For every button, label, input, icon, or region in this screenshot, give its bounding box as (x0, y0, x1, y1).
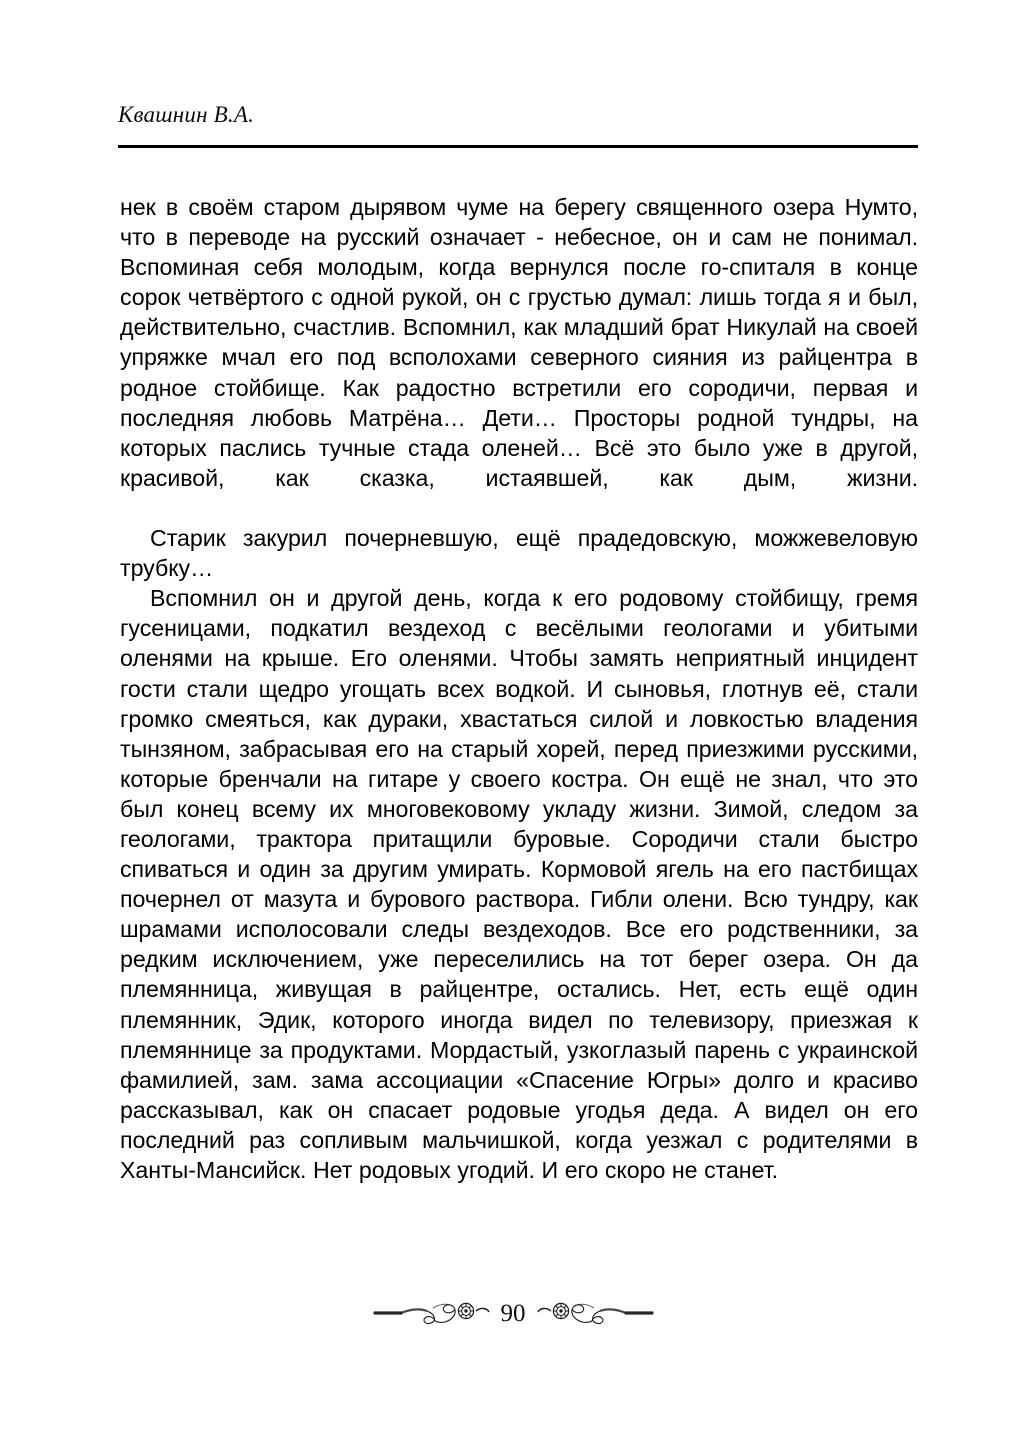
running-head (118, 100, 918, 130)
running-head-author: Квашнин В.А. (118, 102, 255, 127)
floral-flourish-ornament-left (371, 1296, 491, 1330)
rosette-icon (458, 1303, 473, 1318)
page-footer (0, 1296, 1026, 1330)
paragraph-continued: нек в своём старом дырявом чуме на берегу священного озера Нумто, что в переводе на русский означает - небесное, он и сам не понимал. Вспоминая себя молодым, когда вернулся после го-спиталя в конце сорок четвёртого с одной рукой, он с грустью думал: лишь тогда я и был, действительно, счастлив. Вспомнил, как младший брат Никулай на своей упряжке мчал его под всполохами северного сияния из райцентра в родное стойбище. Как радостно встретили его сородичи, первая и последняя любовь Матрёна… Дети… Просторы родной тундры, на которых паслись тучные стада оленей… Всё это было уже в другой, красивой, как сказка, истаявшей, как дым, жизни. (120, 194, 918, 491)
rosette-icon (553, 1303, 568, 1318)
header-rule (118, 145, 918, 148)
paragraph: Вспомнил он и другой день, когда к его родовому стойбищу, гремя гусеницами, подкатил вездеход с весёлыми геологами и убитыми оленями на крыше. Его оленями. Чтобы замять неприятный инцидент гости стали щедро угощать всех водкой. И сыновья, глотнув её, стали громко смеяться, как дураки, хвастаться силой и ловкостью владения тынзяном, забрасывая его на старый хорей, перед приезжими русскими, которые бренчали на гитаре у своего костра. Он ещё не знал, что это был конец всему их многовековому укладу жизни. Зимой, следом за геологами, трактора притащили буровые. Сородичи стали быстро спиваться и один за другим умирать. Кормовой ягель на его пастбищах почернел от мазута и бурового раствора. Гибли олени. Всю тундру, как шрамами исполосовали следы вездеходов. Все его родственники, за редким исключением, уже переселились на тот берег озера. Он да племянница, живущая в райцентре, остались. Нет, есть ещё один племянник, Эдик, которого иногда видел по телевизору, приезжая к племяннице за продуктами. Мордастый, узкоглазый парень с украинской фамилией, зам. зама ассоциации «Спасение Югры» долго и красиво рассказывал, как он спасает родовые угодья деда. А видел он его последний раз сопливым мальчишкой, когда уезжал с родителями в Ханты-Мансийск. Нет родовых угодий. И его скоро не станет. (120, 585, 918, 1183)
page-number: 90 (500, 1300, 526, 1327)
body-text-block (120, 192, 918, 1185)
paragraph: Старик закурил почерневшую, ещё прадедовскую, можжевеловую трубку… (120, 525, 918, 582)
floral-flourish-ornament-right (536, 1296, 656, 1330)
